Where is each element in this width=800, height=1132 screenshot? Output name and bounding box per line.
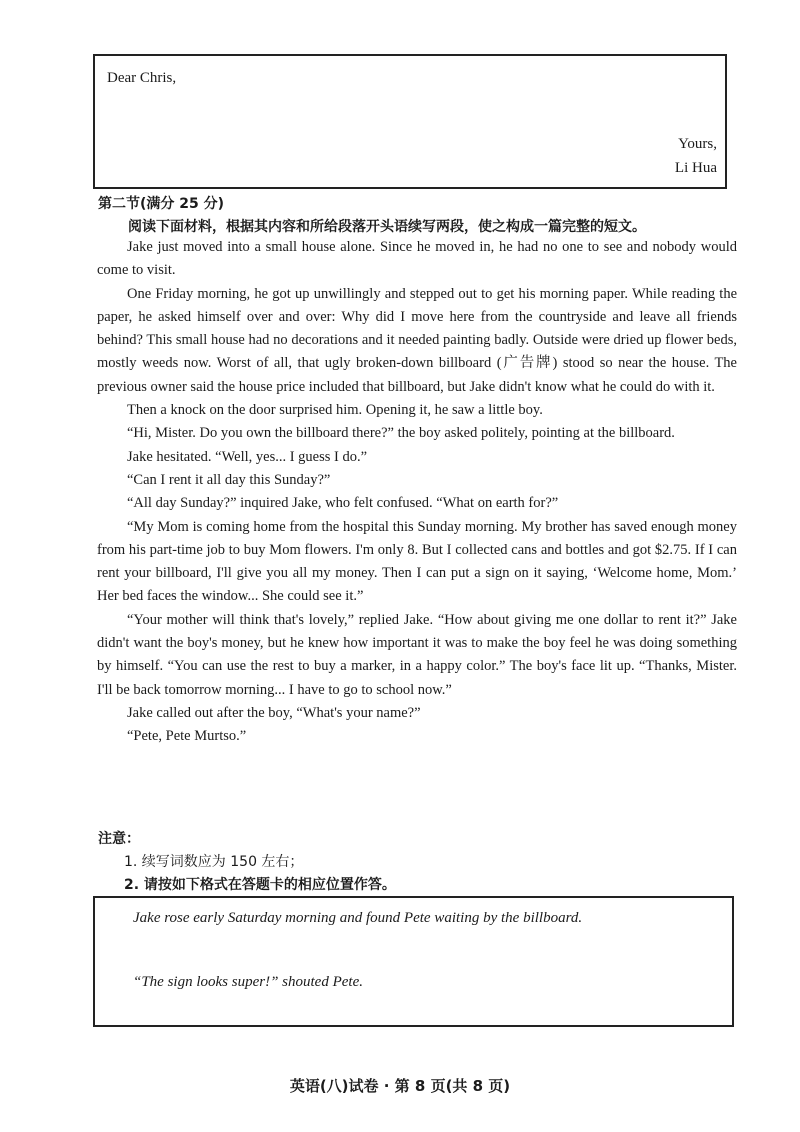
continuation-second-opening: “The sign looks super!” shouted Pete. xyxy=(133,974,363,990)
story-paragraph: “Can I rent it all day this Sunday?” xyxy=(127,471,331,488)
section-heading: 第二节(满分 25 分) xyxy=(98,196,225,212)
note-item: 2. 请按如下格式在答题卡的相应位置作答。 xyxy=(124,877,396,893)
story-paragraph: Jake just moved into a small house alone. Since he moved in, he had no one to see and nobody would come to visit. xyxy=(97,239,737,279)
note-item: 1. 续写词数应为 150 左右； xyxy=(124,854,304,870)
story-paragraph: “Pete, Pete Murtso.” xyxy=(127,728,247,745)
story-paragraph: Then a knock on the door surprised him. Opening it, he saw a little boy. xyxy=(127,402,543,419)
story-paragraph: “My Mom is coming home from the hospital this Sunday morning. My brother has saved enough money from his part-time job to buy Mom flowers. I'm only 8. But I collected cans and bottles and got $2.75. If I can rent your billboard, I'll give you all my money. Then I can put a sign on it saying, ‘Welcome home, Mom.’ Her bed faces the window... She could see it.” xyxy=(97,518,737,605)
letter-salutation: Dear Chris, xyxy=(107,70,177,86)
story-paragraph: Jake called out after the boy, “What's your name?” xyxy=(127,704,421,721)
story-paragraph: “All day Sunday?” inquired Jake, who felt confused. “What on earth for?” xyxy=(127,495,559,512)
story-paragraph: “Hi, Mister. Do you own the billboard there?” the boy asked politely, pointing at the billboard. xyxy=(127,425,675,442)
notes-title: 注意： xyxy=(98,831,140,847)
story-paragraph: Jake hesitated. “Well, yes... I guess I do.” xyxy=(127,448,368,465)
letter-signature: Li Hua xyxy=(674,160,717,176)
story-paragraph: “Your mother will think that's lovely,” replied Jake. “How about giving me one dollar to rent it?” Jake didn't want the boy's money, but he knew how important it was to make the boy feel he was doing something by himself. “You can use the rest to buy a marker, in a happy color.” The boy's face lit up. “Thanks, Mister. I'll be back tomorrow morning... I have to go to school now.” xyxy=(97,611,737,698)
page-footer: 英语(八)试卷 · 第 8 页(共 8 页) xyxy=(289,1077,511,1095)
continuation-opening: Jake rose early Saturday morning and found Pete waiting by the billboard. xyxy=(133,910,583,926)
answer-format-box xyxy=(93,896,734,1027)
story-paragraph: One Friday morning, he got up unwillingly and stepped out to get his morning paper. While reading the paper, he asked himself over and over: Why did I move here from the countryside and leave all friends behind? This small house had no decorations and it needed painting badly. Outside were dried up flower beds, mostly weeds now. Worst of all, that ugly broken-down billboard (广告牌) stood so near the house. The previous owner said the house price included that billboard, but Jake didn't know what he could do with it. xyxy=(97,285,737,395)
section-instruction: 阅读下面材料，根据其内容和所给段落开头语续写两段，使之构成一篇完整的短文。 xyxy=(128,219,646,235)
letter-closing: Yours, xyxy=(678,136,717,152)
story-text xyxy=(97,236,737,749)
letter-writing-box xyxy=(93,54,727,189)
